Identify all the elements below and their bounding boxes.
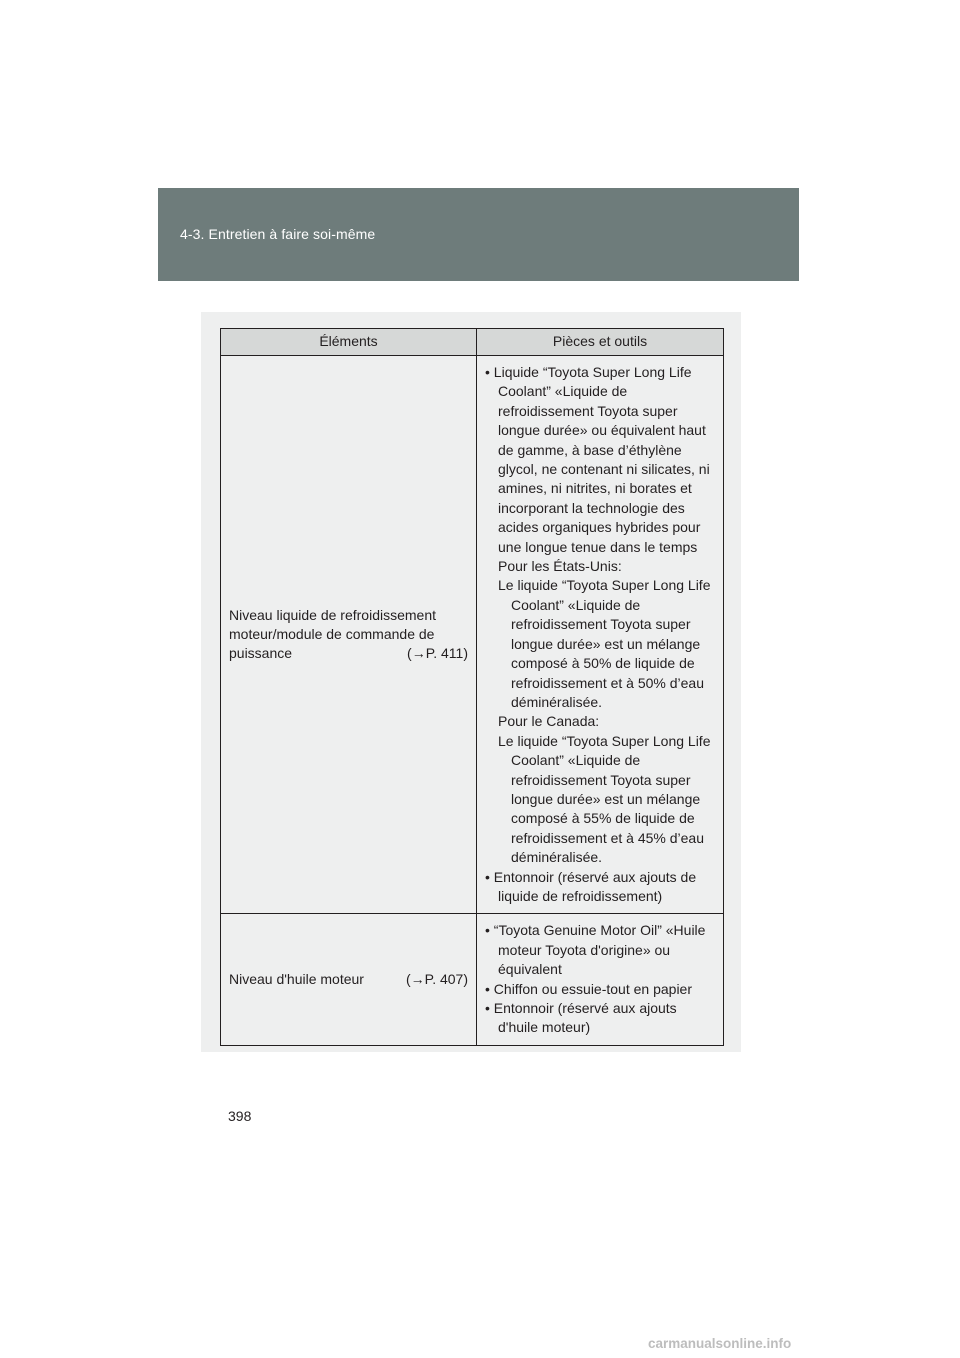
bullet-text: Liquide “Toyota Super Long Life Coolant” «Liquide de refroidissement Toyota super longue durée» ou équivalent haut de gamme, à base d’éthylène glycol, ne contenant ni silicates, ni amines, ni nitrites, ni borates et incorporant la technologie des acides organiques hybrides pour une longue tenue dans le temps (493, 364, 710, 555)
arrow-right-icon: → (411, 645, 426, 662)
bullet-text: “Toyota Genuine Motor Oil” «Huile moteur Toyota d'origine» ou équivalent (493, 922, 706, 978)
bullet-icon: • (485, 922, 490, 939)
table-row-coolant (221, 356, 724, 914)
maintenance-items-table (220, 328, 724, 1046)
table-header-row (221, 329, 724, 356)
page-reference: (→P. 407) (405, 970, 468, 987)
item-line: Niveau liquide de refroidissement (229, 606, 436, 623)
column-header-items: Éléments (221, 329, 477, 356)
item-cell-coolant (221, 356, 477, 914)
us-heading: Pour les États-Unis: (498, 558, 622, 575)
list-item (485, 999, 717, 1038)
parts-cell-coolant (477, 356, 724, 914)
section-header-band (158, 188, 799, 281)
bullet-text: Chiffon ou essuie-tout en papier (493, 980, 693, 997)
page-reference-value: P. 411 (425, 645, 464, 662)
bullet-icon: • (485, 980, 490, 997)
bullet-text: Entonnoir (réservé aux ajouts de liquide de refroidissement) (493, 868, 697, 904)
arrow-right-icon: → (410, 970, 425, 987)
list-item (485, 868, 717, 907)
canada-heading: Pour le Canada: (498, 713, 600, 730)
item-line: puissance (229, 645, 293, 662)
watermark: carmanualsonline.info (648, 1336, 792, 1351)
list-item (485, 921, 717, 979)
page-number: 398 (228, 1108, 252, 1124)
bullet-icon: • (485, 364, 490, 380)
bullet-icon: • (485, 868, 490, 885)
page-reference-value: P. 407 (424, 970, 464, 987)
list-item (485, 363, 717, 868)
item-cell-engine-oil (221, 914, 477, 1045)
parts-cell-engine-oil (477, 914, 724, 1045)
item-line: Niveau d'huile moteur (229, 970, 364, 987)
item-line: moteur/module de commande de (229, 625, 435, 642)
table-row-engine-oil (221, 914, 724, 1045)
bullet-icon: • (485, 1000, 490, 1016)
bullet-text: Entonnoir (réservé aux ajouts d'huile moteur) (493, 1000, 677, 1036)
section-title: 4-3. Entretien à faire soi-même (180, 226, 376, 242)
list-item (485, 980, 717, 999)
us-text: Le liquide “Toyota Super Long Life Coolant” «Liquide de refroidissement Toyota super longue durée» est un mélange composé à 50% de liquide de refroidissement et à 50% d’eau déminéralisée. (498, 577, 711, 710)
page-reference: (→P. 411) (407, 645, 468, 662)
column-header-parts: Pièces et outils (477, 329, 724, 356)
canada-text: Le liquide “Toyota Super Long Life Coolant” «Liquide de refroidissement Toyota super longue durée» est un mélange composé à 55% de liquide de refroidissement et à 45% d’eau déminéralisée. (498, 732, 711, 866)
